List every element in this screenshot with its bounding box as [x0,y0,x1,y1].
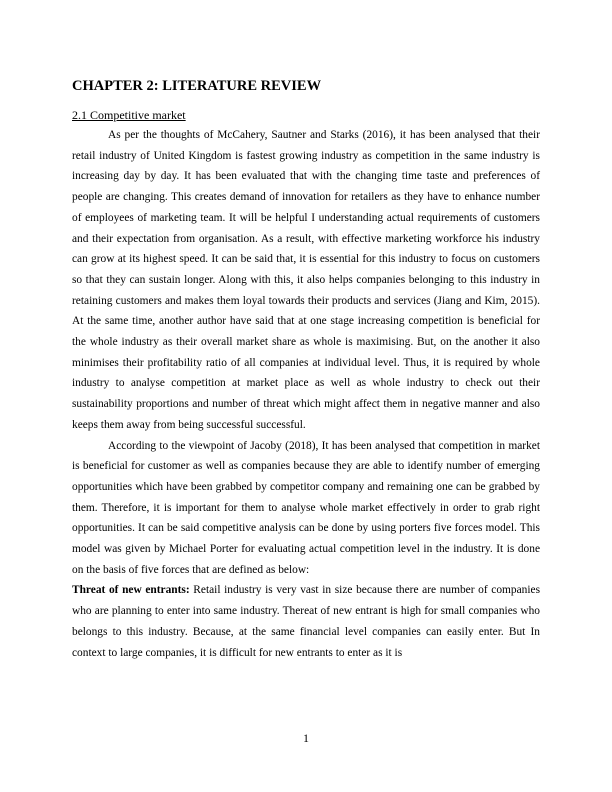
paragraph-2: According to the viewpoint of Jacoby (2018), It has been analysed that competition in market is beneficial for customer as well as companies because they are able to identify number of emerging opportunities which have been grabbed by competitor company and remaining one can be grabbed by them. Therefore, it is important for them to analyse whole market effectively in order to grab right opportunities. It can be said competitive analysis can be done by using porters five forces model. This model was given by Michael Porter for evaluating actual competition level in the industry. It is done on the basis of five forces that are defined as below: [72,439,540,576]
paragraph-threat-new-entrants [72,580,540,663]
threat-heading: Threat of new entrants: [72,584,190,597]
chapter-title: CHAPTER 2: LITERATURE REVIEW [72,78,322,94]
page-number: 1 [303,731,309,745]
body-text [72,125,540,663]
paragraph-1: As per the thoughts of McCahery, Sautner and Starks (2016), it has been analysed that their retail industry of United Kingdom is fastest growing industry as competition in the same industry is increasing day by day. It has been evaluated that with the changing time taste and preferences of people are changing. This creates demand of innovation for retailers as they have to enhance number of employees of marketing team. It will be helpful I understanding actual requirements of customers and their expectation from organisation. As a result, with effective marketing workforce his industry can grow at its highest speed. It can be said that, it is essential for this industry to focus on customers so that they can sustain longer. Along with this, it also helps companies belonging to this industry in retaining customers and makes them loyal towards their products and services (Jiang and Kim, 2015). At the same time, another author have said that at one stage increasing competition is beneficial for the whole industry as their overall market share as whole is maximising. But, on the another it also minimises their profitability ratio of all companies at individual level. Thus, it is required by whole industry to analyse competition at market place as well as whole industry to check out their sustainability proportions and number of threat which might affect them in negative manner and also keeps them away from being successful successful. [72,129,540,431]
threat-text: Retail industry is very vast in size because there are number of companies who are planning to enter into same industry. Thereat of new entrant is high for small companies who belongs to this industry. Because, at the same financial level companies can easily enter. But In context to large companies, it is difficult for new entrants to enter as it is [72,584,541,659]
section-heading: 2.1 Competitive market [72,108,186,122]
